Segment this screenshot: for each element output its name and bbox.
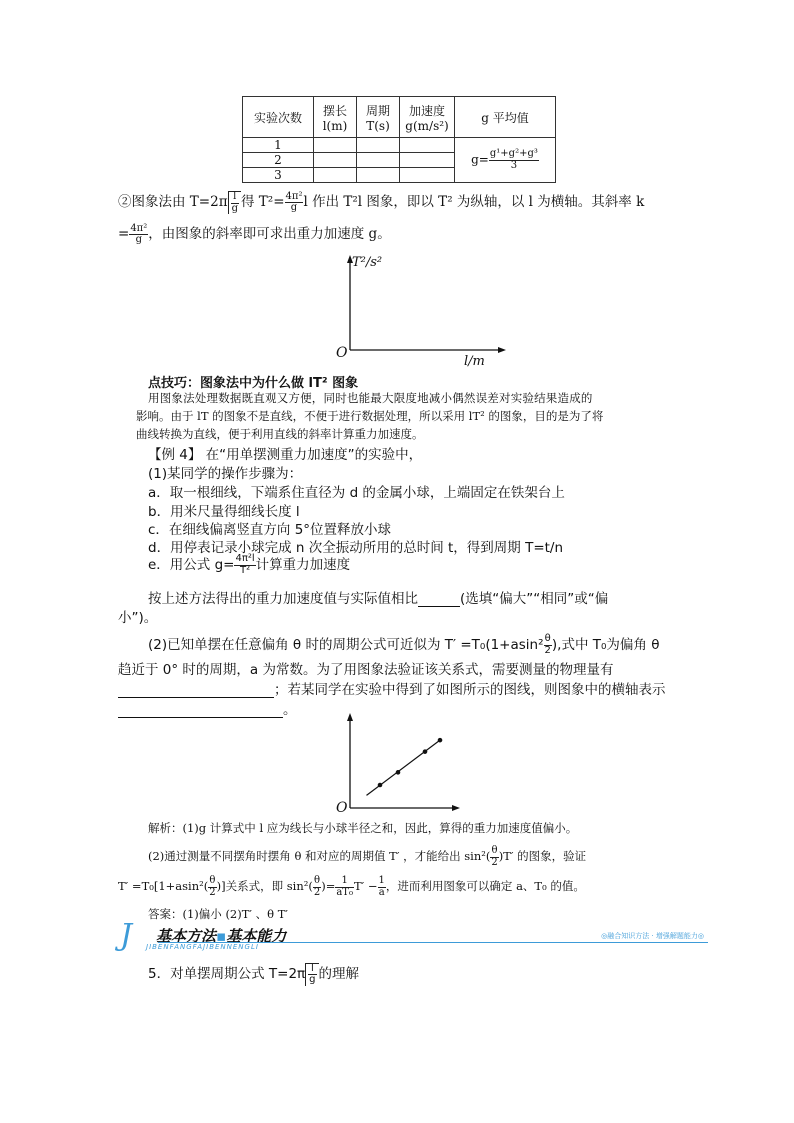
solution-line3: T′ =T₀[1+asin²( $\frac{\theta}{2}$ )]关系式，即 sin²( $\frac{\theta}{2}$ )= $\frac{1}{\text{aT₀}}$ T′ − $\frac{1}{a}$ ，进而利用图象可以确定 a、T₀ 的值。 xyxy=(118,875,585,898)
row-label: 1 xyxy=(243,138,314,153)
col-avg: g 平均值 xyxy=(455,97,556,138)
section-banner xyxy=(118,918,708,953)
col-trial xyxy=(243,97,314,138)
header-text: 周期 xyxy=(365,103,390,118)
header-text: 加速度 xyxy=(408,103,445,118)
graph1-ylabel: T²/s² xyxy=(352,255,383,270)
fit-line xyxy=(367,739,442,795)
x-axis-arrow xyxy=(452,805,460,811)
example-ask1: 按上述方法得出的重力加速度值与实际值相比 (选填“偏大”“相同”或“偏 xyxy=(148,591,609,607)
example-step-b: b．用米尺量得细线长度 l xyxy=(148,504,300,520)
graph-verify xyxy=(332,712,462,820)
data-point xyxy=(378,783,383,788)
banner-pinyin: JIBENFANGFAJIBENNENGLI xyxy=(146,943,259,951)
banner-title: 基本方法▪基本能力 xyxy=(156,927,287,945)
banner-logo-j: J xyxy=(120,918,133,953)
col-accel xyxy=(400,97,455,138)
example-step-d: d．用停表记录小球完成 n 次全振动所用的总时间 t，得到周期 T=t/n xyxy=(148,540,564,556)
solution-line1: 解析：(1)g 计算式中 l 应为线长与小球半径之和，因此，算得的重力加速度值偏小。 xyxy=(148,821,578,835)
data-point xyxy=(396,770,401,775)
solution-line2: (2)通过测量不同摆角时摆角 θ 和对应的周期值 T′ ，才能给出 sin²( $\frac{\theta}{2}$ )T′ 的图象，验证 xyxy=(148,845,587,868)
example-q1: (1)某同学的操作步骤为： xyxy=(148,466,303,482)
header-text: l(m) xyxy=(322,118,348,133)
data-point xyxy=(438,738,443,743)
example-q2-line4: 。 xyxy=(118,698,297,718)
tip-p3: 曲线转换为直线，便于利用直线的斜率计算重力加速度。 xyxy=(136,427,424,441)
row-label: 2 xyxy=(243,153,314,168)
example-step-c: c．在细线偏离竖直方向 5°位置释放小球 xyxy=(148,522,392,538)
x-axis-arrow xyxy=(498,347,506,353)
tip-title: 点技巧：图象法中为什么做 lT² 图象 xyxy=(148,376,359,391)
header-text: T(s) xyxy=(366,118,390,133)
item5-title: 5．对单摆周期公式 T=2π $\frac{l}{g}$ 的理解 xyxy=(148,962,360,985)
method2-line2: = $\frac{\text{4π²}}{g}$ ，由图象的斜率即可求出重力加速度 g。 xyxy=(118,222,391,245)
tip-p1: 用图象法处理数据既直观又方便，同时也能最大限度地减小偶然误差对实验结果造成的 xyxy=(148,391,593,405)
method2-line1: ②图象法由 T=2π $\frac{l}{g}$ 得 T²= $\frac{\text{4π²}}{g}$ l 作出 T²l 图象，即以 T² 为纵轴，以 l 为横轴。其斜率 k xyxy=(118,190,645,214)
example-ask1-end: 小”)。 xyxy=(118,610,158,626)
answer-line: 答案：(1)偏小 (2)T′ 、θ T′ xyxy=(148,907,289,921)
example-q2-line1: (2)已知单摆在任意偏角 θ 时的周期公式可近似为 T′ =T₀(1+asin² $\frac{\theta}{2}$ ),式中 T₀为偏角 θ xyxy=(148,633,660,656)
example-step-e: e．用公式 g= $\frac{\text{4π²l}}{\text{T²}}$ 计算重力加速度 xyxy=(148,553,351,576)
experiment-table xyxy=(242,96,556,183)
row-label: 3 xyxy=(243,168,314,183)
banner-rule xyxy=(158,942,708,943)
graph1-xlabel: l/m xyxy=(464,354,485,369)
example-q2-line3: ；若某同学在实验中得到了如图所示的图线，则图象中的横轴表示 xyxy=(118,678,666,698)
avg-formula: g= $\frac{\text{g¹+g²+g³}}{3}$ xyxy=(455,138,556,183)
graph1-origin: O xyxy=(336,345,348,361)
col-period xyxy=(357,97,400,138)
header-text: 摆长 xyxy=(322,103,347,118)
y-axis-arrow xyxy=(347,713,353,721)
col-length xyxy=(314,97,357,138)
graph2-origin: O xyxy=(336,800,348,816)
example-step-a: a．取一根细线，下端系住直径为 d 的金属小球，上端固定在铁架台上 xyxy=(148,485,565,501)
example-q2-line2: 趋近于 0° 时的周期，a 为常数。为了用图象法验证该关系式，需要测量的物理量有 xyxy=(118,662,614,678)
header-text: g(m/s²) xyxy=(405,118,449,133)
banner-slogan: ◎融合知识方法 · 增强解题能力◎ xyxy=(601,932,704,940)
example-title: 【例 4】 在“用单摆测重力加速度”的实验中， xyxy=(148,447,423,463)
header-text: 实验次数 xyxy=(253,110,302,125)
tip-p2: 影响。由于 lT 的图象不是直线，不便于进行数据处理，所以采用 lT² 的图象，目的是为了将 xyxy=(136,409,604,423)
data-point xyxy=(423,749,428,754)
